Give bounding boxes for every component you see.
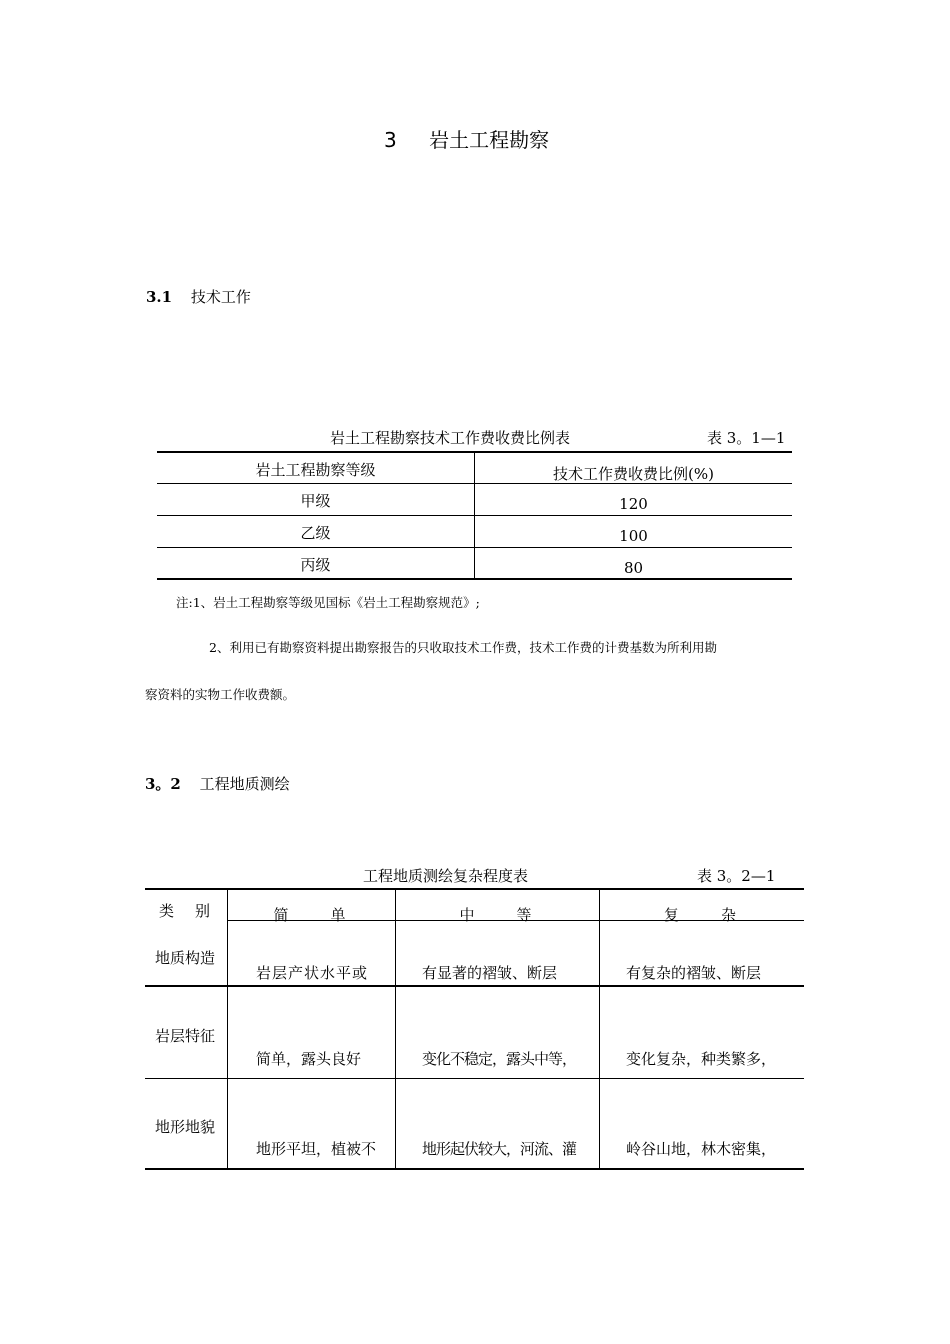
note-2-line1: 2、利用已有勘察资料提出勘察报告的只收取技术工作费，技术工作费的计费基数为所利用勘 [209,640,717,655]
table2-cell-complex: 有复杂的褶皱、断层 [626,964,762,982]
table2-top-rule [145,888,804,890]
table2-header-medium: 中 等 [459,906,536,924]
table1-header-ratio: 技术工作费收费比例(%) [553,465,714,483]
note-2-line2: 察资料的实物工作收费额。 [145,687,296,702]
table2-caption: 工程地质测绘复杂程度表 [363,867,529,885]
chapter-heading [384,124,549,153]
section-title: 工程地质测绘 [199,775,290,793]
table2-divider [395,889,396,1169]
table2-cell-medium: 地形起伏较大，河流、灌 [422,1140,577,1158]
table2-header-category: 类 别 [158,902,213,920]
chapter-title: 岩土工程勘察 [429,128,550,152]
table2-row-category: 岩层特征 [155,1027,216,1045]
table1-row-ratio: 80 [623,559,644,577]
table2-bottom-rule [145,1168,804,1170]
table2-cell-simple: 简单，露头良好 [256,1050,362,1068]
section-number: 3.1 [146,288,173,306]
table1-caption: 岩土工程勘察技术工作费收费比例表 [330,429,571,447]
table2-divider [599,889,600,1169]
table2-header-simple: 简 单 [273,906,350,924]
table1-row-grade: 甲级 [300,492,331,510]
table1-row-grade: 乙级 [300,524,331,542]
table1-row-grade: 丙级 [300,556,331,574]
section-heading-3-1 [146,286,251,307]
table1-row-ratio: 100 [619,527,648,545]
table2-row-category: 地形地貌 [155,1118,216,1136]
table2-rule [145,985,804,987]
table2-header-complex: 复 杂 [663,906,740,924]
table2-cell-complex: 岭谷山地，林木密集， [626,1140,777,1158]
table2-cell-simple: 地形平坦，植被不 [256,1140,377,1158]
table2-cell-simple: 岩层产状水平或 [256,964,369,982]
table2-cell-complex: 变化复杂，种类繁多， [626,1050,777,1068]
table2-rule [145,1078,804,1079]
table2-cell-medium: 变化不稳定，露头中等， [422,1050,577,1068]
table1-label: 表 3。1—1 [707,429,786,447]
table2-row-category: 地质构造 [155,949,216,967]
table2-divider [227,889,228,1169]
note-1: 注:1、岩土工程勘察等级见国标《岩土工程勘察规范》; [176,595,480,610]
section-number: 3。2 [145,775,181,793]
table2-cell-medium: 有显著的褶皱、断层 [422,964,558,982]
table1-header-grade: 岩土工程勘察等级 [255,461,376,479]
chapter-number: 3 [384,128,397,152]
section-title: 技术工作 [190,288,251,306]
table2-label: 表 3。2—1 [697,867,776,885]
table1-row-ratio: 120 [619,495,648,513]
section-heading-3-2 [145,773,290,794]
